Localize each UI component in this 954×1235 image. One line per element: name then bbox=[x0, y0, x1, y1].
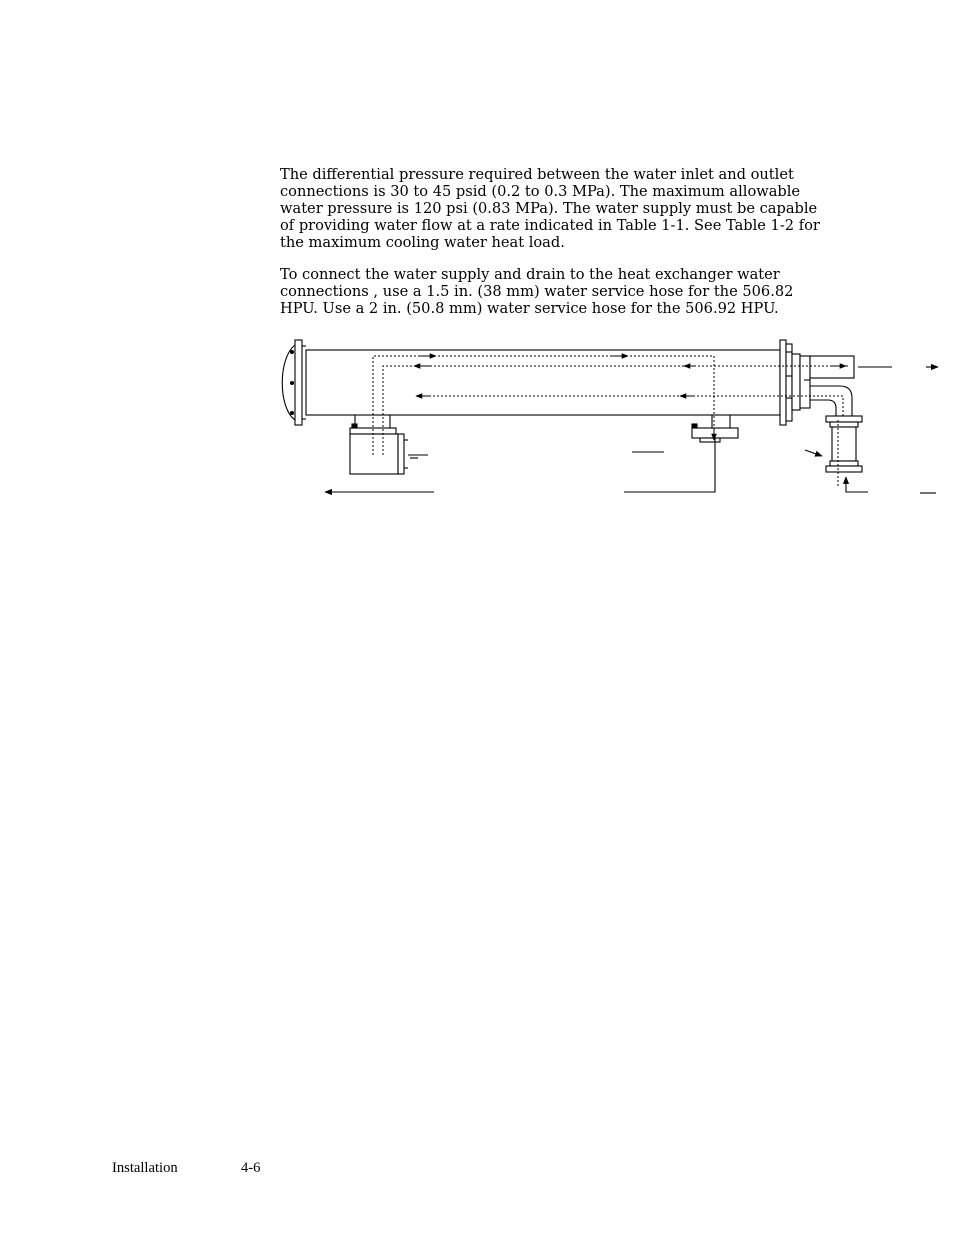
body-paragraph-hose: To connect the water supply and drain to the heat exchanger water connections , use a 1.5 in. (38 mm) water service hose for the 506.82 HPU. Use a 2 in. (50.8 mm) water service hose for the 506.92 HPU. bbox=[280, 266, 794, 317]
footer-section-label: Installation bbox=[112, 1160, 178, 1176]
right-flange bbox=[780, 340, 786, 425]
drain-fitting bbox=[692, 428, 738, 438]
exchanger-shell bbox=[306, 350, 780, 415]
inlet-elbow bbox=[810, 386, 852, 416]
left-flange bbox=[295, 340, 302, 425]
inlet-valve bbox=[826, 416, 862, 422]
drain-box bbox=[350, 434, 398, 474]
heat-exchanger-water-flow-diagram bbox=[0, 330, 954, 510]
supply-line-arrow bbox=[846, 477, 868, 492]
body-paragraph-pressure: The differential pressure required between the water inlet and outlet connections is 30 to 45 psid (0.2 to 0.3 MPa). The maximum allowable water pressure is 120 psi (0.83 MPa). The water supply must be capable of providing water flow at a rate indicated in Table 1-1. See Table 1-2 for the maximum cooling water heat load. bbox=[280, 166, 820, 251]
outlet-pipe bbox=[810, 356, 854, 378]
footer-page-number: 4-6 bbox=[241, 1160, 261, 1176]
